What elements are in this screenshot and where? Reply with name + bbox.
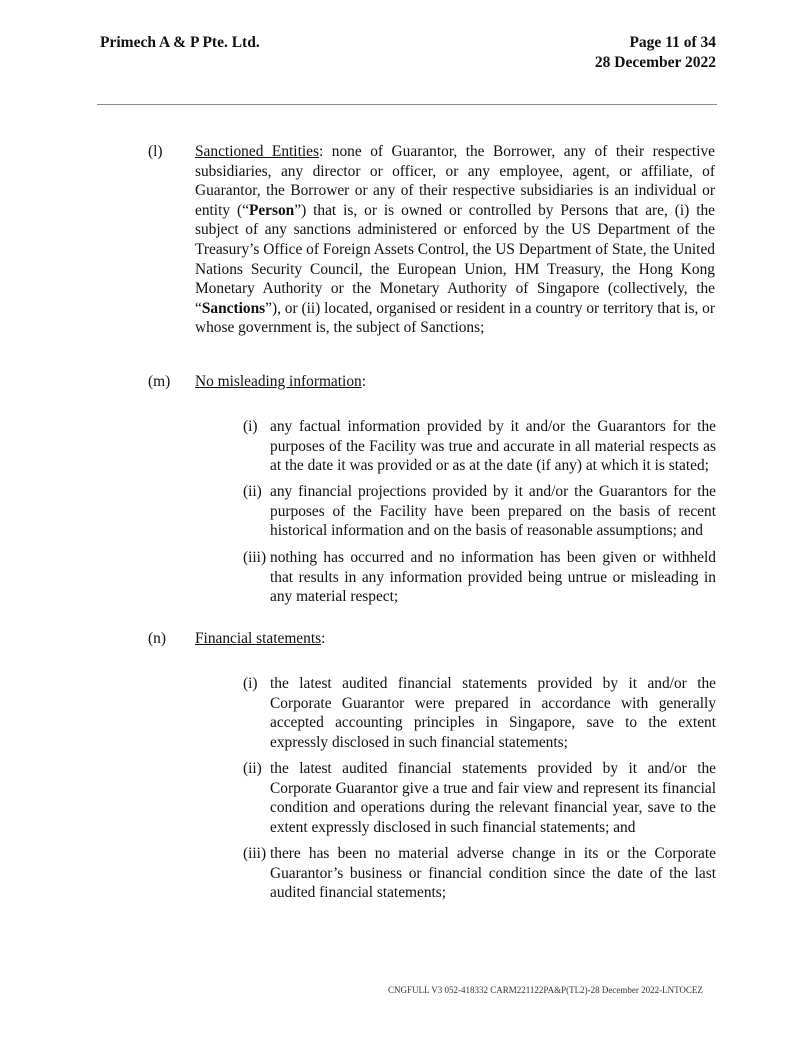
- text-segment: : none of Guarantor, the Borrower, any of their respective subsidiaries, any director or officer, or any employee, agent, or affiliate, of Guarantor, the Borrower or any of their respective subsidiaries is an individual or entity (“: [195, 143, 715, 219]
- sub-text: there has been no material adverse change in its or the Corporate Guarantor’s business or financial condition since the date of the last audited financial statements;: [270, 845, 716, 902]
- sub-text: any factual information provided by it and/or the Guarantors for the purposes of the Facility was true and accurate in all material respects as at the date it was provided or as at the date (if any) at which it is stated;: [270, 418, 716, 475]
- document-reference-footer: CNGFULL V3 052-418332 CARM221122PA&P(TL2)-28 December 2022-LNTOCEZ: [388, 985, 703, 995]
- clause-label: (l): [148, 143, 163, 160]
- clause-title: Sanctioned Entities: [195, 143, 319, 160]
- text-segment: :: [321, 630, 326, 647]
- text-segment: ”), or (ii) located, organised or resident in a country or territory that is, or whose government is, the subject of Sanctions;: [195, 299, 715, 337]
- header-divider: [97, 104, 717, 105]
- clause-heading: [195, 629, 715, 649]
- defined-term: Sanctions: [201, 299, 266, 317]
- clause-label: (m): [148, 373, 171, 390]
- sub-label: (i): [243, 418, 258, 435]
- clause-title: No misleading information: [195, 373, 362, 390]
- header-date: 28 December 2022: [594, 54, 716, 71]
- sub-label: (iii): [243, 845, 267, 862]
- clause-title: Financial statements: [195, 630, 322, 647]
- sub-text: any financial projections provided by it and/or the Guarantors for the purposes of the Facility have been prepared on the basis of recent historical information and on the basis of reasonable assumptions; and: [270, 483, 716, 540]
- sub-label: (ii): [243, 483, 262, 500]
- sub-text: the latest audited financial statements provided by it and/or the Corporate Guarantor give a true and fair view and represent its financial condition and operations during the relevant financial year, save to the extent expressly disclosed in such financial statements; and: [270, 760, 716, 836]
- clause-text: [195, 142, 715, 338]
- sub-text: nothing has occurred and no information has been given or withheld that results in any information provided being untrue or misleading in any material respect;: [270, 549, 716, 606]
- header-page-info: [595, 33, 716, 73]
- header-company: Primech A & P Pte. Ltd.: [100, 34, 260, 51]
- sub-label: (iii): [243, 549, 267, 566]
- sub-text: the latest audited financial statements provided by it and/or the Corporate Guarantor were prepared in accordance with generally accepted accounting principles in Singapore, save to the extent expressly disclosed in such financial statements;: [270, 675, 716, 751]
- sub-label: (i): [243, 675, 258, 692]
- text-segment: :: [361, 373, 366, 390]
- clause-label: (n): [148, 630, 166, 647]
- defined-term: Person: [248, 201, 295, 219]
- page-number: Page 11 of 34: [629, 34, 716, 51]
- text-segment: ”) that is, or is owned or controlled by Persons that are, (i) the subject of any sanctions administered or enforced by the US Department of the Treasury’s Office of Foreign Assets Control, the US Department of State, the United Nations Security Council, the European Union, HM Treasury, the Hong Kong Monetary Authority or the Monetary Authority of Singapore (collectively, the “: [195, 201, 715, 317]
- clause-heading: [195, 372, 715, 392]
- sub-label: (ii): [243, 760, 262, 777]
